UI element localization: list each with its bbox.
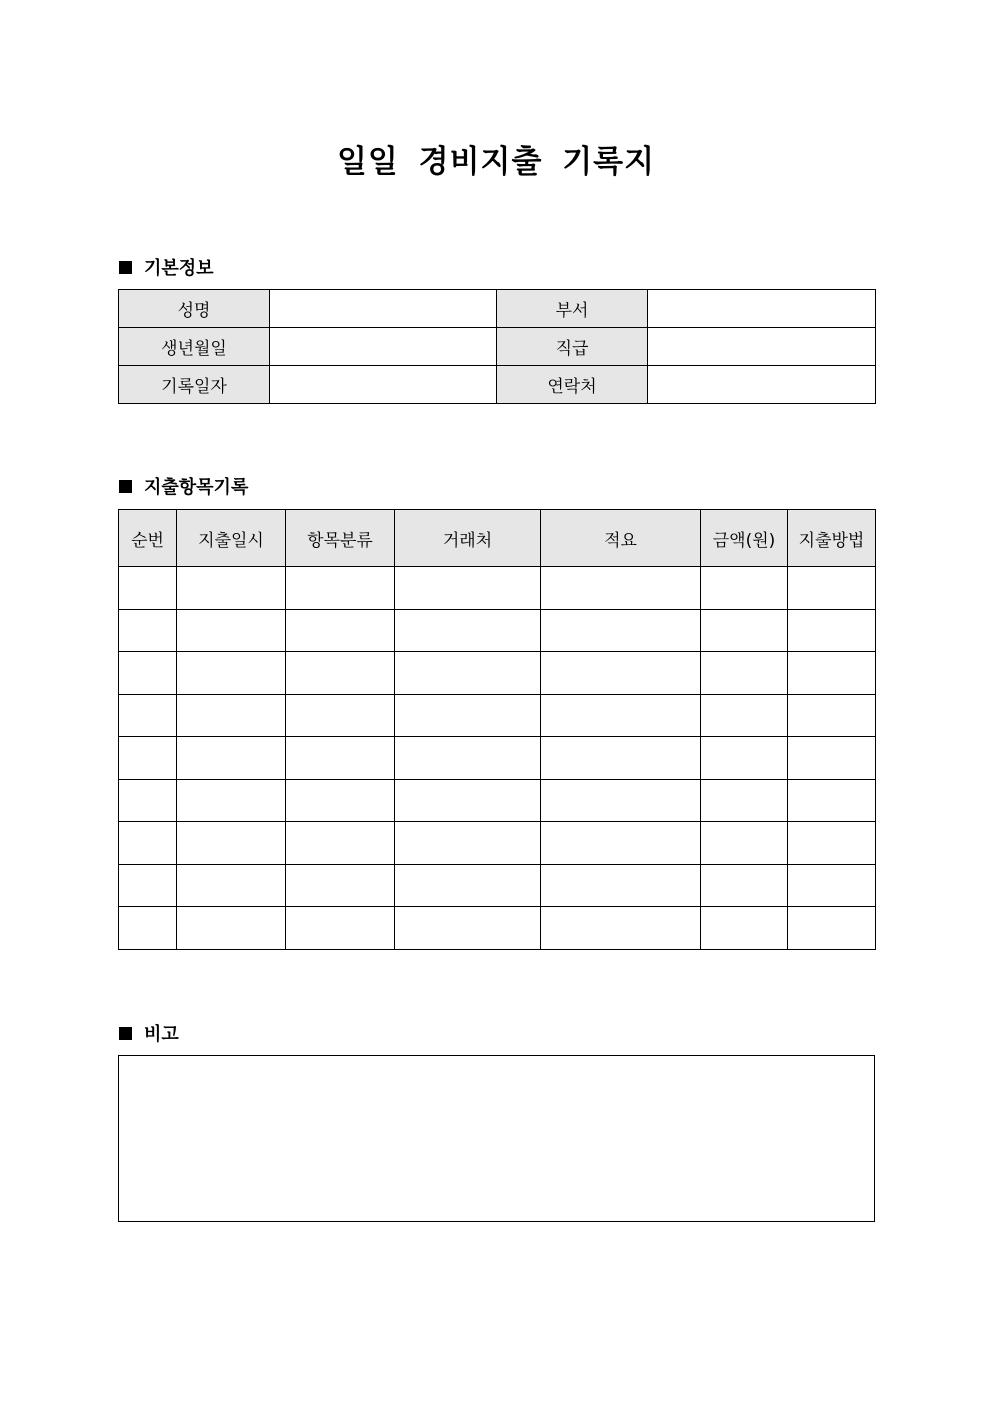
header-description: 적요 bbox=[541, 510, 701, 567]
seq-cell[interactable] bbox=[119, 822, 177, 865]
page-title: 일일 경비지출 기록지 bbox=[336, 144, 656, 180]
category-cell[interactable] bbox=[286, 779, 395, 822]
description-cell[interactable] bbox=[541, 694, 701, 737]
vendor-cell[interactable] bbox=[395, 779, 541, 822]
table-row bbox=[119, 822, 876, 865]
section-heading-label: 지출항목기록 bbox=[144, 477, 249, 498]
amount-cell[interactable] bbox=[701, 737, 788, 780]
payment-method-cell[interactable] bbox=[788, 652, 876, 695]
payment-method-cell[interactable] bbox=[788, 609, 876, 652]
header-category: 항목분류 bbox=[286, 510, 395, 567]
contact-label: 연락처 bbox=[497, 366, 648, 404]
expense-table-body bbox=[119, 567, 876, 950]
amount-cell[interactable] bbox=[701, 567, 788, 610]
contact-field[interactable] bbox=[648, 366, 876, 404]
seq-cell[interactable] bbox=[119, 652, 177, 695]
table-row bbox=[119, 567, 876, 610]
square-bullet-icon bbox=[119, 261, 132, 274]
table-row bbox=[119, 779, 876, 822]
vendor-cell[interactable] bbox=[395, 907, 541, 950]
datetime-cell[interactable] bbox=[177, 779, 286, 822]
seq-cell[interactable] bbox=[119, 567, 177, 610]
section-heading-remarks bbox=[119, 1020, 179, 1046]
vendor-cell[interactable] bbox=[395, 609, 541, 652]
category-cell[interactable] bbox=[286, 737, 395, 780]
table-row bbox=[119, 609, 876, 652]
vendor-cell[interactable] bbox=[395, 822, 541, 865]
header-payment-method: 지출방법 bbox=[788, 510, 876, 567]
amount-cell[interactable] bbox=[701, 864, 788, 907]
datetime-cell[interactable] bbox=[177, 737, 286, 780]
vendor-cell[interactable] bbox=[395, 737, 541, 780]
table-row bbox=[119, 737, 876, 780]
amount-cell[interactable] bbox=[701, 907, 788, 950]
payment-method-cell[interactable] bbox=[788, 864, 876, 907]
payment-method-cell[interactable] bbox=[788, 567, 876, 610]
square-bullet-icon bbox=[119, 1027, 132, 1040]
payment-method-cell[interactable] bbox=[788, 694, 876, 737]
name-label: 성명 bbox=[119, 290, 270, 328]
category-cell[interactable] bbox=[286, 694, 395, 737]
birthdate-field[interactable] bbox=[270, 328, 497, 366]
amount-cell[interactable] bbox=[701, 779, 788, 822]
description-cell[interactable] bbox=[541, 907, 701, 950]
category-cell[interactable] bbox=[286, 864, 395, 907]
rank-field[interactable] bbox=[648, 328, 876, 366]
department-field[interactable] bbox=[648, 290, 876, 328]
datetime-cell[interactable] bbox=[177, 652, 286, 695]
table-row bbox=[119, 328, 876, 366]
section-heading-expense-items bbox=[119, 473, 248, 499]
vendor-cell[interactable] bbox=[395, 694, 541, 737]
seq-cell[interactable] bbox=[119, 694, 177, 737]
datetime-cell[interactable] bbox=[177, 907, 286, 950]
payment-method-cell[interactable] bbox=[788, 907, 876, 950]
description-cell[interactable] bbox=[541, 609, 701, 652]
header-vendor: 거래처 bbox=[395, 510, 541, 567]
section-heading-label: 비고 bbox=[144, 1024, 179, 1045]
datetime-cell[interactable] bbox=[177, 609, 286, 652]
datetime-cell[interactable] bbox=[177, 822, 286, 865]
rank-label: 직급 bbox=[497, 328, 648, 366]
category-cell[interactable] bbox=[286, 907, 395, 950]
table-row bbox=[119, 864, 876, 907]
seq-cell[interactable] bbox=[119, 737, 177, 780]
datetime-cell[interactable] bbox=[177, 567, 286, 610]
vendor-cell[interactable] bbox=[395, 652, 541, 695]
amount-cell[interactable] bbox=[701, 694, 788, 737]
category-cell[interactable] bbox=[286, 567, 395, 610]
datetime-cell[interactable] bbox=[177, 864, 286, 907]
table-row bbox=[119, 694, 876, 737]
amount-cell[interactable] bbox=[701, 822, 788, 865]
header-seq: 순번 bbox=[119, 510, 177, 567]
table-row bbox=[119, 652, 876, 695]
seq-cell[interactable] bbox=[119, 779, 177, 822]
section-heading-label: 기본정보 bbox=[144, 258, 214, 279]
amount-cell[interactable] bbox=[701, 609, 788, 652]
department-label: 부서 bbox=[497, 290, 648, 328]
payment-method-cell[interactable] bbox=[788, 822, 876, 865]
category-cell[interactable] bbox=[286, 652, 395, 695]
record-date-field[interactable] bbox=[270, 366, 497, 404]
description-cell[interactable] bbox=[541, 779, 701, 822]
vendor-cell[interactable] bbox=[395, 864, 541, 907]
table-header-row bbox=[119, 510, 876, 567]
header-datetime: 지출일시 bbox=[177, 510, 286, 567]
header-amount: 금액(원) bbox=[701, 510, 788, 567]
expense-table bbox=[118, 509, 876, 950]
payment-method-cell[interactable] bbox=[788, 737, 876, 780]
basic-info-table bbox=[118, 289, 876, 404]
payment-method-cell[interactable] bbox=[788, 779, 876, 822]
square-bullet-icon bbox=[119, 480, 132, 493]
birthdate-label: 생년월일 bbox=[119, 328, 270, 366]
table-row bbox=[119, 366, 876, 404]
remarks-field[interactable] bbox=[118, 1055, 875, 1222]
section-heading-basic-info bbox=[119, 254, 214, 280]
table-row bbox=[119, 290, 876, 328]
vendor-cell[interactable] bbox=[395, 567, 541, 610]
seq-cell[interactable] bbox=[119, 907, 177, 950]
category-cell[interactable] bbox=[286, 609, 395, 652]
amount-cell[interactable] bbox=[701, 652, 788, 695]
datetime-cell[interactable] bbox=[177, 694, 286, 737]
seq-cell[interactable] bbox=[119, 864, 177, 907]
table-row bbox=[119, 907, 876, 950]
description-cell[interactable] bbox=[541, 567, 701, 610]
description-cell[interactable] bbox=[541, 737, 701, 780]
name-field[interactable] bbox=[270, 290, 497, 328]
category-cell[interactable] bbox=[286, 822, 395, 865]
description-cell[interactable] bbox=[541, 864, 701, 907]
record-date-label: 기록일자 bbox=[119, 366, 270, 404]
description-cell[interactable] bbox=[541, 652, 701, 695]
seq-cell[interactable] bbox=[119, 609, 177, 652]
description-cell[interactable] bbox=[541, 822, 701, 865]
